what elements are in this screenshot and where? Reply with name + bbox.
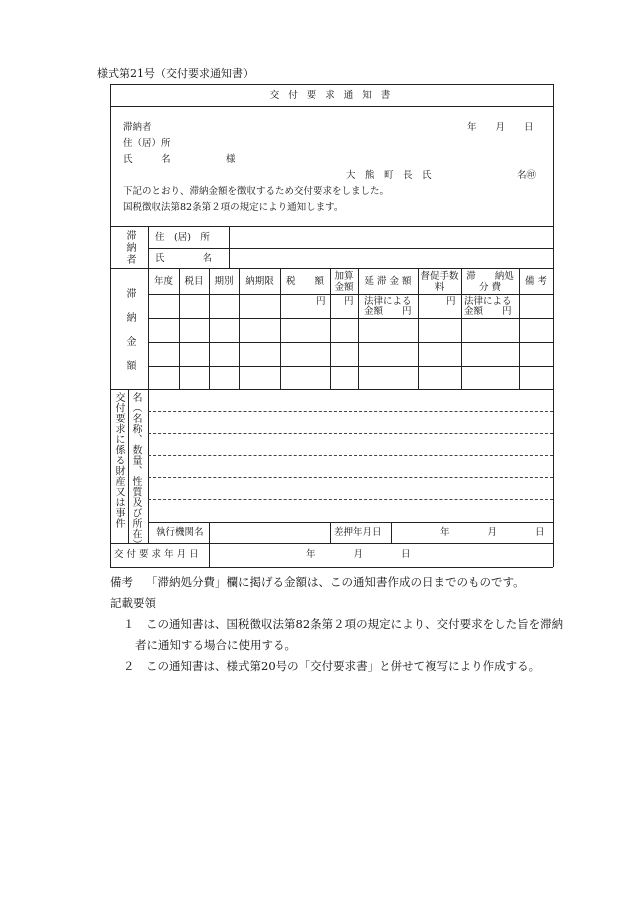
item-1-line-2: 者に通知する場合に使用する。 bbox=[135, 638, 296, 652]
property-label: 交付要求に係る財産又は事件 bbox=[113, 392, 124, 529]
exec-agency-label: 執行機関名 bbox=[156, 527, 204, 538]
col-additional-amount: 加算金額 bbox=[334, 271, 354, 293]
unit-additional: 円 bbox=[344, 296, 354, 307]
header-address-label: 住（居）所 bbox=[123, 138, 171, 149]
item-2-text: この通知書は、様式第20号の「交付要求書」と併せて複写により作成する。 bbox=[146, 659, 541, 673]
col-reminder-fee: 督促手数料 bbox=[420, 271, 459, 293]
late-fee-unit: 金額 円 bbox=[364, 306, 412, 317]
honorific: 様 bbox=[226, 154, 236, 165]
amount-label: 滞納金額 bbox=[124, 288, 135, 384]
sender-name: 大 熊 町 長 氏 bbox=[346, 170, 432, 181]
late-fee-note: 法律による bbox=[364, 296, 412, 307]
unit-tax: 円 bbox=[316, 296, 326, 307]
delinquent-heading: 滞納者 bbox=[123, 122, 152, 133]
instructions-title: 記載要領 bbox=[110, 596, 156, 610]
unit-reminder: 円 bbox=[446, 296, 456, 307]
col-due-date: 納期限 bbox=[245, 276, 274, 287]
delinquent-name-label: 氏 名 bbox=[155, 253, 213, 264]
header-name-label: 氏 名 bbox=[123, 154, 171, 165]
message-line-1: 下記のとおり、滞納金額を徴収するため交付要求をしました。 bbox=[123, 186, 390, 197]
property-sublabel: 名（名称、数量、性質及び所在） bbox=[130, 392, 141, 550]
issue-date: 年 月 日 bbox=[467, 122, 534, 133]
col-period: 期別 bbox=[214, 276, 234, 287]
delinquent-address-label: 住 (居) 所 bbox=[155, 232, 210, 243]
item-1-line-1: この通知書は、国税徴収法第82条第２項の規定により、交付要求をした旨を滞納 bbox=[146, 617, 564, 631]
col-remarks: 備 考 bbox=[524, 276, 548, 287]
request-date-value: 年 月 日 bbox=[306, 549, 411, 560]
item-2-number: ２ bbox=[123, 659, 135, 673]
seal: 名㊞ bbox=[517, 170, 537, 181]
item-1-number: １ bbox=[123, 617, 135, 631]
disposition-note: 法律による bbox=[464, 296, 512, 307]
message-line-2: 国税徴収法第82条第２項の規定により通知します。 bbox=[123, 202, 344, 213]
col-tax-amount: 税 額 bbox=[285, 276, 324, 287]
col-fiscal-year: 年度 bbox=[153, 276, 173, 287]
request-date-label: 交 付 要 求 年 月 日 bbox=[114, 549, 199, 560]
col-tax-type: 税目 bbox=[184, 276, 204, 287]
form-number: 様式第21号（交付要求通知書） bbox=[97, 67, 254, 80]
seizure-date-value: 年 月 日 bbox=[440, 527, 545, 538]
disposition-unit: 金額 円 bbox=[464, 306, 512, 317]
col-disposition-cost: 滞 納処 分 費 bbox=[466, 271, 514, 293]
col-late-fee: 延 滞 金 額 bbox=[364, 276, 412, 287]
seizure-date-label: 差押年月日 bbox=[334, 527, 382, 538]
delinquent-label: 滞納者 bbox=[124, 230, 135, 266]
remark-text: 「滞納処分費」欄に掲げる金額は、この通知書作成の日までのものです。 bbox=[146, 575, 525, 589]
remark-label: 備考 bbox=[110, 575, 133, 589]
form-title: 交 付 要 求 通 知 書 bbox=[269, 90, 394, 101]
